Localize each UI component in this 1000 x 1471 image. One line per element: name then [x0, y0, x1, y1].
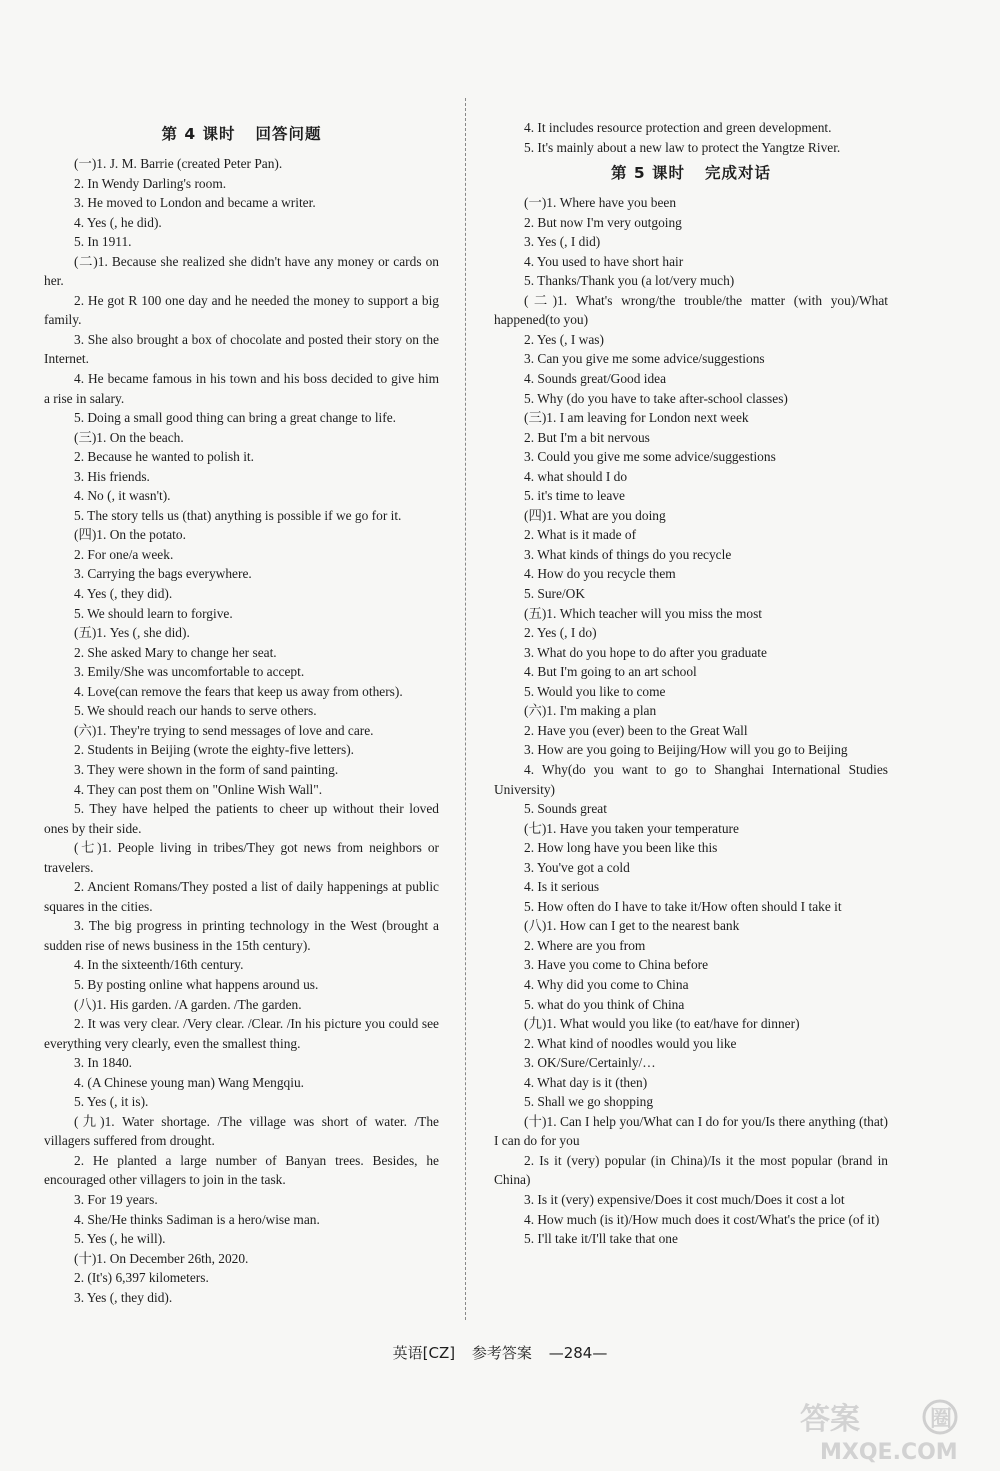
answer-line: 3. For 19 years.: [74, 1191, 158, 1207]
answer-line: (八)1. How can I get to the nearest bank: [524, 918, 740, 934]
answer-line: 3. What do you hope to do after you graduate: [524, 644, 767, 660]
answer-line: 4. How much (is it)/How much does it cost/What's the price (of it): [524, 1211, 880, 1227]
answer-line: 3. They were shown in the form of sand painting.: [74, 761, 339, 777]
answer-line: (四)1. What are you doing: [524, 507, 666, 523]
answer-line: 5. How often do I have to take it/How often should I take it: [524, 898, 842, 914]
answer-line: (六)1. They're trying to send messages of love and care.: [74, 722, 374, 738]
answer-line: 2. How long have you been like this: [524, 840, 718, 856]
answer-line: 5. Yes (, it is).: [74, 1094, 149, 1110]
answer-line: (三)1. On the beach.: [74, 429, 184, 445]
answer-line: (一)1. J. M. Barrie (created Peter Pan).: [74, 156, 283, 171]
answer-line: 5. Shall we go shopping: [524, 1094, 654, 1110]
answer-line: 3. You've got a cold: [524, 859, 630, 875]
answer-line: 5. Yes (, he will).: [74, 1231, 166, 1247]
answer-line: (二)1. Because she realized she didn't have any money or cards on her.: [44, 253, 439, 289]
right-continued-answers: [494, 118, 888, 157]
answer-line: 5. Thanks/Thank you (a lot/very much): [524, 273, 735, 289]
watermark-logo: [790, 1395, 970, 1465]
answer-line: 2. Is it (very) popular (in China)/Is it the most popular (brand in China): [494, 1152, 888, 1188]
answer-line: 3. Yes (, I did): [524, 234, 601, 250]
answer-line: 5. Why (do you have to take after-school classes): [524, 390, 788, 406]
answer-line: 4. How do you recycle them: [524, 566, 676, 582]
answer-line: (三)1. I am leaving for London next week: [524, 410, 749, 426]
answer-line: 3. OK/Sure/Certainly/…: [524, 1055, 656, 1071]
answer-line: 2. In Wendy Darling's room.: [74, 175, 227, 191]
answer-line: 4. what should I do: [524, 468, 628, 484]
left-answer-list: [44, 154, 439, 1307]
answer-line: 3. He moved to London and became a writer.: [74, 195, 316, 211]
left-column: [44, 118, 439, 1307]
answer-line: 2. It was very clear. /Very clear. /Clear. /In his picture you could see everything very clearly, even the smallest thing.: [44, 1016, 439, 1051]
answer-line: 3. Can you give me some advice/suggestions: [524, 351, 765, 367]
answer-line: 2. Yes (, I was): [524, 331, 604, 347]
answer-line: 4. Why did you come to China: [524, 976, 689, 992]
right-answer-list: [494, 193, 888, 1249]
column-divider: [465, 98, 466, 1320]
footer-label: 参考答案: [471, 1344, 532, 1362]
answer-line: (七)1. Have you taken your temperature: [524, 820, 739, 836]
answer-line: 4. Yes (, he did).: [74, 214, 162, 230]
answer-line: 3. She also brought a box of chocolate and posted their story on the Internet.: [44, 331, 439, 367]
answer-line: (八)1. His garden. /A garden. /The garden.: [74, 996, 302, 1012]
answer-line: 2. She asked Mary to change her seat.: [74, 644, 277, 660]
answer-line: 3. Is it (very) expensive/Does it cost much/Does it cost a lot: [524, 1191, 845, 1207]
answer-line: 2. But now I'm very outgoing: [524, 214, 682, 230]
answer-line: 3. His friends.: [74, 468, 150, 484]
answer-line: 4. She/He thinks Sadiman is a hero/wise man.: [74, 1211, 320, 1227]
answer-line: 3. In 1840.: [74, 1055, 133, 1071]
answer-line: (九)1. What would you like (to eat/have for dinner): [524, 1016, 800, 1032]
lesson-4-heading: 第 4 课时 回答问题: [161, 125, 322, 143]
answer-line: 5. The story tells us (that) anything is possible if we go for it.: [74, 507, 402, 523]
answer-line: 2. Students in Beijing (wrote the eighty-five letters).: [74, 742, 355, 758]
answer-line: 2. He planted a large number of Banyan trees. Besides, he encouraged other villagers to join in the task.: [44, 1152, 439, 1188]
answer-line: (十)1. Can I help you/What can I do for you/Is there anything (that) I can do for you: [494, 1113, 888, 1149]
answer-line: 4. In the sixteenth/16th century.: [74, 957, 244, 973]
answer-line: (五)1. Yes (, she did).: [74, 625, 190, 641]
answer-line: (十)1. On December 26th, 2020.: [74, 1250, 249, 1266]
answer-line: (二)1. What's wrong/the trouble/the matter (with you)/What happened(to you): [494, 292, 888, 328]
answer-line: 3. Have you come to China before: [524, 957, 709, 973]
answer-line: 3. What kinds of things do you recycle: [524, 546, 732, 562]
answer-line: 4. You used to have short hair: [524, 253, 684, 269]
page-number: —284—: [548, 1344, 608, 1362]
answer-line: 3. How are you going to Beijing/How will you go to Beijing: [524, 742, 848, 758]
answer-line: 2. But I'm a bit nervous: [524, 429, 650, 445]
answer-line: 5. We should reach our hands to serve others.: [74, 703, 317, 719]
answer-line: 3. The big progress in printing technology in the West (brought a sudden rise of news business in the 15th century).: [44, 918, 439, 953]
answer-line: 2. Ancient Romans/They posted a list of daily happenings at public squares in the cities.: [44, 879, 439, 914]
answer-line: 5. Would you like to come: [524, 683, 666, 699]
right-column: [494, 118, 888, 1249]
answer-line: 2. What kind of noodles would you like: [524, 1035, 737, 1051]
answer-line: 4. Is it serious: [524, 879, 600, 895]
answer-line: (九)1. Water shortage. /The village was short of water. /The villagers suffered from drought.: [44, 1113, 439, 1149]
page-footer: [0, 1342, 1000, 1363]
answer-line: 4. But I'm going to an art school: [524, 664, 697, 680]
answer-line: 4. They can post them on "Online Wish Wall".: [74, 781, 323, 797]
answer-line: 5. It's mainly about a new law to protect the Yangtze River.: [524, 139, 841, 155]
answer-line: 2. What is it made of: [524, 527, 637, 543]
answer-line: 5. We should learn to forgive.: [74, 605, 233, 621]
answer-line: 4. It includes resource protection and green development.: [524, 120, 832, 135]
answer-line: 5. it's time to leave: [524, 488, 625, 504]
answer-line: 4. What day is it (then): [524, 1074, 648, 1090]
answer-line: 2. Because he wanted to polish it.: [74, 449, 254, 465]
svg-text:圈: 圈: [930, 1407, 953, 1432]
svg-text:MXQE.COM: MXQE.COM: [820, 1440, 958, 1465]
answer-line: 5. Sounds great: [524, 801, 607, 817]
answer-line: 5. By posting online what happens around us.: [74, 976, 319, 992]
answer-line: 4. Yes (, they did).: [74, 586, 173, 602]
lesson-5-heading: 第 5 课时 完成对话: [610, 164, 772, 183]
answer-line: 2. (It's) 6,397 kilometers.: [74, 1270, 209, 1286]
answer-line: 5. In 1911.: [74, 234, 132, 250]
answer-line: 4. (A Chinese young man) Wang Mengqiu.: [74, 1074, 305, 1090]
answer-line: 3. Could you give me some advice/suggestions: [524, 449, 776, 465]
answer-line: 3. Emily/She was uncomfortable to accept.: [74, 664, 305, 680]
answer-line: (七)1. People living in tribes/They got news from neighbors or travelers.: [44, 840, 439, 875]
answer-line: 5. Sure/OK: [524, 586, 585, 602]
answer-line: 3. Yes (, they did).: [74, 1289, 173, 1305]
answer-line: 4. He became famous in his town and his boss decided to give him a rise in salary.: [44, 371, 439, 406]
answer-line: 5. Doing a small good thing can bring a great change to life.: [74, 410, 397, 426]
answer-line: 4. No (, it wasn't).: [74, 488, 171, 504]
svg-text:答案: 答案: [800, 1402, 860, 1437]
answer-line: 4. Sounds great/Good idea: [524, 371, 667, 387]
footer-subject: 英语[CZ]: [392, 1344, 456, 1362]
answer-line: 4. Why(do you want to go to Shanghai International Studies University): [494, 761, 888, 797]
answer-line: (五)1. Which teacher will you miss the most: [524, 605, 763, 621]
answer-line: 2. Have you (ever) been to the Great Wall: [524, 722, 748, 738]
answer-line: 3. Carrying the bags everywhere.: [74, 566, 252, 582]
answer-line: 2. Yes (, I do): [524, 625, 597, 641]
answer-line: (一)1. Where have you been: [524, 195, 677, 211]
answer-line: 5. what do you think of China: [524, 996, 685, 1012]
answer-line: (六)1. I'm making a plan: [524, 703, 657, 719]
answer-line: 2. He got R 100 one day and he needed the money to support a big family.: [44, 292, 439, 328]
answer-line: (四)1. On the potato.: [74, 527, 186, 543]
answer-line: 5. They have helped the patients to cheer up without their loved ones by their side.: [44, 801, 439, 836]
answer-line: 5. I'll take it/I'll take that one: [524, 1231, 678, 1247]
answer-line: 4. Love(can remove the fears that keep us away from others).: [74, 683, 403, 699]
answer-line: 2. For one/a week.: [74, 546, 174, 562]
answer-line: 2. Where are you from: [524, 937, 646, 953]
